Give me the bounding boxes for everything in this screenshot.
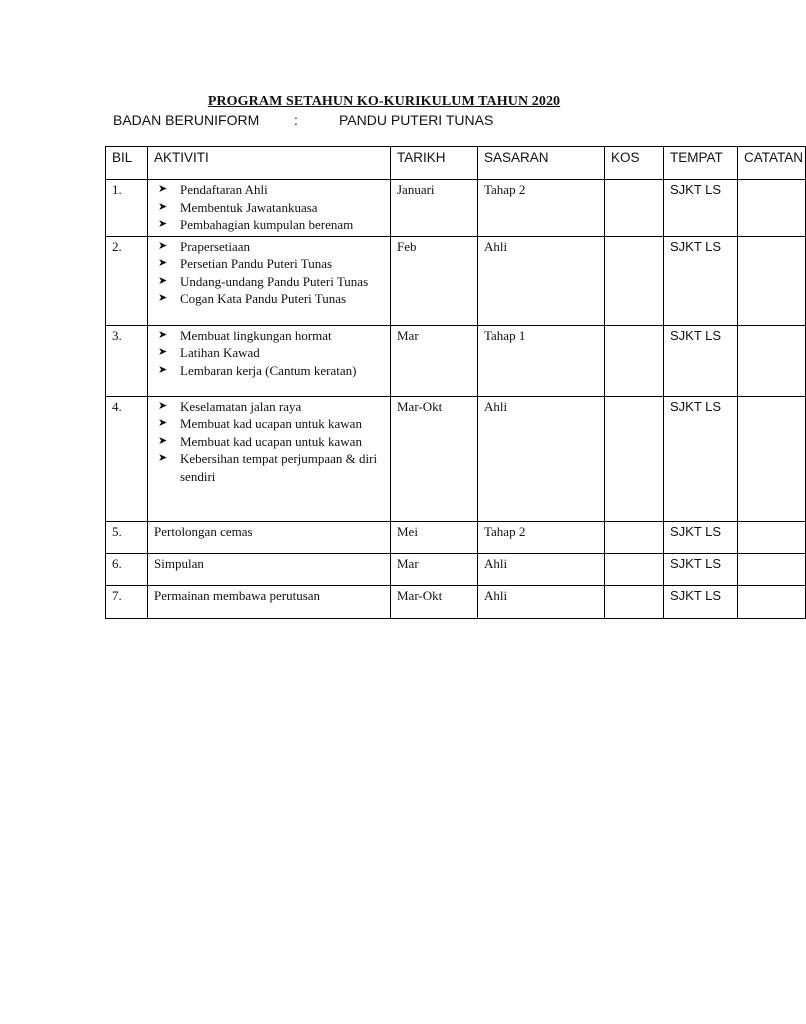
list-item: ➤ Undang-undang Pandu Puteri Tunas [158, 273, 369, 289]
arrowhead-bullet-icon: ➤ [158, 363, 168, 376]
cell-aktiviti [148, 180, 391, 237]
cell-tempat: SJKT LS [664, 521, 738, 553]
header-aktiviti: AKTIVITI [148, 147, 391, 180]
cell-tarikh: Mar-Okt [391, 585, 478, 618]
cell-bil: 6. [106, 553, 148, 585]
cell-aktiviti: Simpulan [148, 553, 391, 585]
activity-list [154, 327, 384, 380]
list-item: ➤ Prapersetiaan [158, 238, 251, 254]
cell-tempat: SJKT LS [664, 553, 738, 585]
cell-sasaran: Ahli [478, 553, 605, 585]
cell-tarikh: Feb [391, 236, 478, 325]
header-catatan: CATATAN [738, 147, 806, 180]
header-tempat: TEMPAT [664, 147, 738, 180]
table-header-row [106, 147, 806, 180]
cell-sasaran: Tahap 1 [478, 325, 605, 396]
arrowhead-bullet-icon: ➤ [158, 417, 168, 429]
cell-tempat: SJKT LS [664, 180, 738, 237]
cell-kos [605, 521, 664, 553]
document-subtitle [113, 112, 494, 128]
cell-sasaran: Tahap 2 [478, 180, 605, 237]
arrowhead-bullet-icon: ➤ [158, 292, 168, 304]
arrowhead-bullet-icon: ➤ [158, 274, 168, 287]
subtitle-value: PANDU PUTERI TUNAS [339, 112, 494, 128]
cell-tarikh: Mar-Okt [391, 396, 478, 521]
table-row [106, 553, 806, 585]
cell-sasaran: Tahap 2 [478, 521, 605, 553]
cell-bil: 2. [106, 236, 148, 325]
cell-tarikh: Mar [391, 553, 478, 585]
cell-tarikh: Mei [391, 521, 478, 553]
cell-tempat: SJKT LS [664, 325, 738, 396]
list-item: ➤ Kebersihan tempat perjumpaan & diri sendiri [158, 451, 378, 484]
arrowhead-bullet-icon: ➤ [158, 346, 168, 358]
table-row [106, 585, 806, 618]
cell-tempat: SJKT LS [664, 396, 738, 521]
cell-tempat: SJKT LS [664, 585, 738, 618]
cell-catatan [738, 396, 806, 521]
cell-bil: 3. [106, 325, 148, 396]
arrowhead-bullet-icon: ➤ [158, 434, 168, 447]
program-table [105, 146, 806, 619]
cell-kos [605, 553, 664, 585]
activity-list [154, 398, 384, 486]
cell-kos [605, 236, 664, 325]
list-item: ➤ Membuat kad ucapan untuk kawan [158, 416, 362, 431]
cell-aktiviti: Pertolongan cemas [148, 521, 391, 553]
table-row [106, 236, 806, 325]
list-item: ➤ Persetian Pandu Puteri Tunas [158, 256, 333, 271]
list-item: ➤ Membentuk Jawatankuasa [158, 199, 318, 215]
table-row [106, 396, 806, 521]
cell-catatan [738, 521, 806, 553]
list-item: ➤ Pendaftaran Ahli [158, 182, 268, 197]
cell-kos [605, 180, 664, 237]
table-row [106, 521, 806, 553]
header-bil: BIL [106, 147, 148, 180]
arrowhead-bullet-icon: ➤ [158, 200, 168, 213]
arrowhead-bullet-icon: ➤ [158, 183, 168, 195]
arrowhead-bullet-icon: ➤ [158, 399, 168, 412]
cell-aktiviti: Permainan membawa perutusan [148, 585, 391, 618]
cell-sasaran: Ahli [478, 236, 605, 325]
arrowhead-bullet-icon: ➤ [158, 239, 168, 252]
cell-bil: 4. [106, 396, 148, 521]
cell-sasaran: Ahli [478, 396, 605, 521]
cell-bil: 1. [106, 180, 148, 237]
cell-sasaran: Ahli [478, 585, 605, 618]
list-item: ➤ Membuat lingkungan hormat [158, 327, 332, 343]
arrowhead-bullet-icon: ➤ [158, 328, 168, 341]
table-row [106, 180, 806, 237]
cell-tarikh: Mar [391, 325, 478, 396]
activity-list [154, 181, 384, 234]
cell-kos [605, 396, 664, 521]
arrowhead-bullet-icon: ➤ [158, 452, 168, 464]
cell-aktiviti [148, 236, 391, 325]
cell-aktiviti [148, 325, 391, 396]
cell-aktiviti [148, 396, 391, 521]
list-item: ➤ Latihan Kawad [158, 345, 260, 360]
arrowhead-bullet-icon: ➤ [158, 257, 168, 269]
cell-tempat: SJKT LS [664, 236, 738, 325]
list-item: ➤ Pembahagian kumpulan berenam [158, 217, 354, 232]
list-item: ➤ Membuat kad ucapan untuk kawan [158, 433, 362, 449]
header-kos: KOS [605, 147, 664, 180]
cell-catatan [738, 325, 806, 396]
document-title: PROGRAM SETAHUN KO-KURIKULUM TAHUN 2020 [207, 94, 561, 109]
header-sasaran: SASARAN [478, 147, 605, 180]
cell-kos [605, 585, 664, 618]
list-item: ➤ Keselamatan jalan raya [158, 398, 302, 414]
subtitle-separator: : [294, 112, 298, 128]
subtitle-label: BADAN BERUNIFORM [113, 112, 260, 128]
cell-bil: 7. [106, 585, 148, 618]
cell-catatan [738, 585, 806, 618]
header-tarikh: TARIKH [391, 147, 478, 180]
cell-tarikh: Januari [391, 180, 478, 237]
cell-catatan [738, 553, 806, 585]
arrowhead-bullet-icon: ➤ [158, 218, 168, 230]
cell-kos [605, 325, 664, 396]
list-item: ➤ Lembaran kerja (Cantum keratan) [158, 362, 357, 378]
activity-list [154, 238, 384, 308]
list-item: ➤ Cogan Kata Pandu Puteri Tunas [158, 291, 347, 306]
cell-bil: 5. [106, 521, 148, 553]
cell-catatan [738, 180, 806, 237]
cell-catatan [738, 236, 806, 325]
table-row [106, 325, 806, 396]
